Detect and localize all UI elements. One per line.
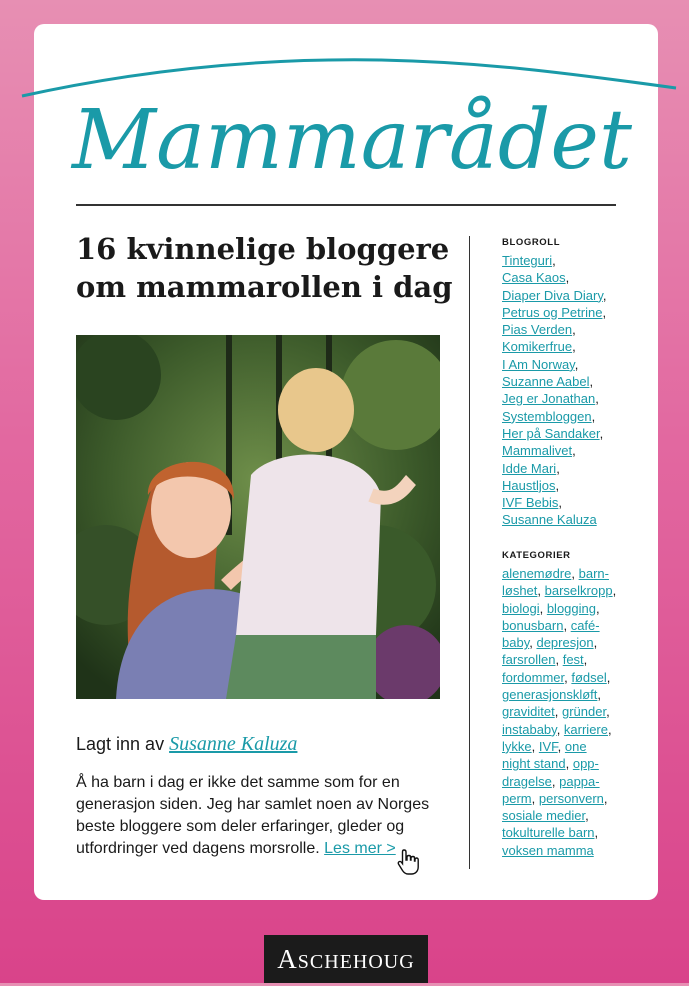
category-link[interactable]: fødsel: [571, 669, 607, 685]
category-line: [502, 738, 620, 755]
separator: ,: [583, 652, 588, 668]
category-line: [502, 582, 620, 599]
intro-line: generasjon siden. Jeg har samlet noen av Norges: [76, 796, 430, 813]
blogroll-link[interactable]: Haustljos: [502, 477, 556, 493]
separator: ,: [591, 408, 596, 424]
category-link[interactable]: instababy: [502, 721, 557, 737]
headline-line-1: 16 kvinnelige bloggere: [76, 232, 450, 266]
separator: ,: [608, 721, 612, 737]
separator: ,: [565, 756, 573, 772]
intro-line: beste bloggere som deler erfaringer, gleder og: [76, 818, 405, 835]
author-link[interactable]: Susanne Kaluza: [169, 733, 298, 755]
separator: ,: [556, 460, 560, 476]
blogroll-item: [502, 442, 622, 459]
separator: ,: [595, 391, 599, 407]
categories-list: [502, 565, 620, 859]
category-link[interactable]: tokulturelle barn: [502, 825, 595, 841]
blogroll-link[interactable]: Komikerfrue: [502, 339, 573, 355]
hand-pointer-icon: [396, 848, 420, 876]
category-link[interactable]: café-: [570, 617, 600, 633]
category-line: [502, 755, 620, 772]
blogroll-link[interactable]: Mammalivet: [502, 443, 573, 459]
blogroll-item: [502, 511, 622, 528]
byline: [76, 733, 456, 756]
separator: ,: [571, 566, 579, 581]
separator: ,: [539, 600, 547, 616]
category-link[interactable]: sosiale medier: [502, 808, 586, 824]
category-link[interactable]: one: [564, 738, 587, 754]
publisher-logo[interactable]: [264, 935, 428, 983]
category-link[interactable]: barselkropp: [544, 583, 613, 599]
publisher-name: SCHEHOUG: [297, 951, 415, 973]
category-link[interactable]: bonusbarn: [502, 617, 564, 633]
category-link[interactable]: fordommer: [502, 669, 565, 685]
category-link[interactable]: alenemødre: [502, 566, 572, 581]
blogroll-item: [502, 269, 622, 286]
masthead-swash: [22, 60, 676, 96]
category-line: [502, 842, 620, 859]
masthead: [0, 0, 689, 210]
category-link[interactable]: farsrollen: [502, 652, 556, 668]
article-photo[interactable]: [76, 335, 440, 699]
separator: ,: [537, 583, 545, 599]
category-line: [502, 824, 620, 841]
separator: ,: [554, 704, 562, 720]
category-link[interactable]: IVF: [538, 738, 558, 754]
categories-section: [502, 549, 622, 859]
blogroll-link[interactable]: Systembloggen: [502, 408, 592, 424]
blogroll-link[interactable]: Diaper Diva Diary: [502, 287, 603, 303]
blogroll-link[interactable]: Tinteguri: [502, 253, 553, 268]
read-more-link[interactable]: Les mer >: [324, 840, 396, 857]
blogroll-item: [502, 356, 622, 373]
category-link[interactable]: opp-: [572, 756, 599, 772]
blogroll-link[interactable]: Petrus og Petrine: [502, 304, 603, 320]
separator: ,: [606, 669, 611, 685]
blogroll-link[interactable]: IVF Bebis: [502, 495, 559, 511]
category-line: [502, 686, 620, 703]
category-link[interactable]: pappa-: [559, 773, 600, 789]
separator: ,: [593, 635, 598, 651]
separator: ,: [555, 477, 560, 493]
blogroll-item: [502, 460, 622, 477]
separator: ,: [599, 425, 604, 441]
blogroll-link[interactable]: Suzanne Aabel: [502, 374, 590, 390]
separator: ,: [572, 443, 576, 459]
category-line: [502, 773, 620, 790]
blogroll-link[interactable]: Her på Sandaker: [502, 425, 600, 441]
separator: ,: [585, 808, 589, 824]
masthead-logo: [0, 0, 689, 210]
mother-child-photo: [76, 335, 440, 699]
category-link[interactable]: karriere: [563, 721, 608, 737]
blogroll-item: [502, 338, 622, 355]
category-link[interactable]: fest: [562, 652, 584, 668]
separator: ,: [574, 356, 579, 372]
category-link[interactable]: barn-: [578, 566, 609, 581]
separator: ,: [564, 669, 572, 685]
column-divider: [469, 236, 470, 869]
blogroll-list: [502, 252, 622, 529]
blogroll-item: [502, 477, 622, 494]
separator: ,: [563, 617, 571, 633]
separator: ,: [594, 825, 599, 841]
category-link[interactable]: dragelse: [502, 773, 552, 789]
category-link[interactable]: perm: [502, 790, 532, 806]
category-link[interactable]: voksen mamma: [502, 842, 594, 858]
separator: ,: [529, 635, 537, 651]
separator: ,: [556, 721, 564, 737]
blogroll-link[interactable]: Jeg er Jonathan: [502, 391, 596, 407]
separator: ,: [606, 704, 610, 720]
separator: ,: [603, 790, 608, 806]
category-link[interactable]: night stand: [502, 756, 566, 772]
intro-line: utfordringer ved dagens morsrolle.: [76, 840, 320, 857]
separator: ,: [565, 270, 570, 286]
separator: ,: [595, 600, 600, 616]
category-line: [502, 790, 620, 807]
blogroll-link[interactable]: Susanne Kaluza: [502, 512, 597, 528]
separator: ,: [572, 339, 576, 355]
separator: ,: [597, 687, 602, 703]
category-link[interactable]: løshet: [502, 583, 538, 599]
blogroll-item: [502, 304, 622, 321]
byline-prefix: Lagt inn av: [76, 734, 165, 754]
separator: ,: [589, 374, 594, 390]
separator: ,: [555, 652, 563, 668]
separator: ,: [531, 738, 539, 754]
separator: ,: [552, 253, 556, 268]
intro-line: Å ha barn i dag er ikke det samme som for en: [76, 774, 400, 791]
category-line: [502, 807, 620, 824]
category-line: [502, 651, 620, 668]
blogroll-heading: BLOGROLL: [502, 237, 561, 248]
category-line: [502, 600, 620, 617]
category-line: [502, 703, 620, 720]
separator: ,: [602, 287, 607, 303]
category-link[interactable]: baby: [502, 635, 530, 651]
sidebar: [502, 236, 622, 858]
blogroll-item: [502, 321, 622, 338]
separator: ,: [602, 304, 607, 320]
category-link[interactable]: depresjon: [536, 635, 594, 651]
category-line: [502, 721, 620, 738]
category-link[interactable]: graviditet: [502, 704, 555, 720]
separator: ,: [551, 773, 560, 789]
blogroll-link[interactable]: Casa Kaos: [502, 270, 566, 286]
blogroll-item: [502, 252, 622, 269]
blogroll-item: [502, 408, 622, 425]
blogroll-item: [502, 425, 622, 442]
category-line: [502, 565, 620, 582]
separator: ,: [558, 495, 562, 511]
separator: ,: [531, 790, 539, 806]
blogroll-link[interactable]: Idde Mari: [502, 460, 557, 476]
headline-line-2: om mammarollen i dag: [76, 270, 453, 304]
masthead-title: Mammarådet: [72, 93, 632, 188]
publisher-initial: A: [277, 944, 298, 974]
blogroll-item: [502, 373, 622, 390]
category-link[interactable]: lykke: [502, 738, 532, 754]
blogroll-item: [502, 494, 622, 511]
category-link[interactable]: gründer: [561, 704, 607, 720]
blogroll-link[interactable]: Pias Verden: [502, 322, 573, 338]
separator: ,: [612, 583, 617, 599]
category-line: [502, 617, 620, 634]
category-link[interactable]: biologi: [502, 600, 540, 616]
category-line: [502, 634, 620, 651]
header-divider: [76, 204, 616, 206]
category-link[interactable]: generasjonskløft: [502, 687, 598, 703]
blogroll-link[interactable]: I Am Norway: [502, 356, 575, 372]
blogroll-item: [502, 287, 622, 304]
category-line: [502, 669, 620, 686]
article-intro: [76, 772, 456, 860]
article-headline[interactable]: [76, 230, 456, 306]
category-link[interactable]: blogging: [546, 600, 596, 616]
blogroll-item: [502, 390, 622, 407]
separator: ,: [557, 738, 565, 754]
categories-heading: KATEGORIER: [502, 550, 571, 561]
category-link[interactable]: personvern: [538, 790, 604, 806]
separator: ,: [572, 322, 576, 338]
